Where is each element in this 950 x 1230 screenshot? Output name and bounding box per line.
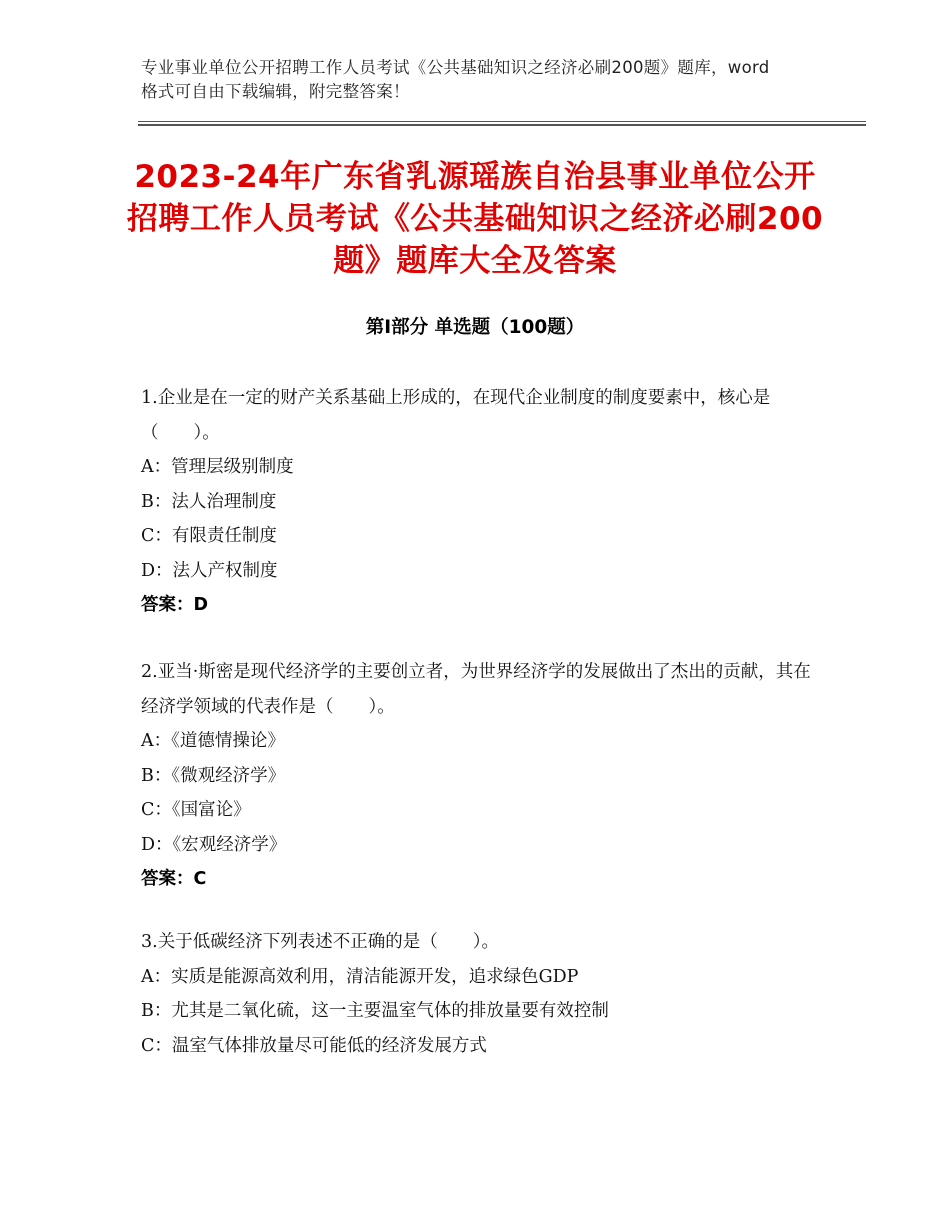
document-title: 2023-24年广东省乳源瑶族自治县事业单位公开招聘工作人员考试《公共基础知识之经济必刷200题》题库大全及答案 xyxy=(126,159,824,279)
option-b: B：尤其是二氧化硫，这一主要温室气体的排放量要有效控制 xyxy=(141,1001,609,1021)
question-3 xyxy=(141,925,811,1063)
option-d: D：《宏观经济学》 xyxy=(141,834,287,855)
option-d: D：法人产权制度 xyxy=(141,560,278,581)
option-c: C：温室气体排放量尽可能低的经济发展方式 xyxy=(141,1035,487,1056)
option-a: A：实质是能源高效利用，清洁能源开发，追求绿色GDP xyxy=(141,966,579,987)
option-c: C：有限责任制度 xyxy=(141,526,277,546)
option-b: B：《微观经济学》 xyxy=(141,765,286,786)
header-note: 专业事业单位公开招聘工作人员考试《公共基础知识之经济必刷200题》题库，word格式可自由下载编辑，附完整答案！ xyxy=(141,58,770,101)
option-b: B：法人治理制度 xyxy=(141,491,277,512)
option-a: A：管理层级别制度 xyxy=(141,457,294,477)
question-stem: 1.企业是在一定的财产关系基础上形成的，在现代企业制度的制度要素中，核心是（ ）。 xyxy=(141,388,771,443)
header-divider-thick xyxy=(138,124,866,126)
option-a: A：《道德情操论》 xyxy=(141,731,285,751)
header-divider-thin xyxy=(138,121,866,122)
question-stem: 2.亚当·斯密是现代经济学的主要创立者，为世界经济学的发展做出了杰出的贡献，其在经济学领域的代表作是（ ）。 xyxy=(141,662,811,717)
section-title: 第Ⅰ部分 单选题（100题） xyxy=(365,317,585,338)
question-2 xyxy=(141,655,811,897)
answer: 答案：C xyxy=(141,869,207,889)
answer: 答案：D xyxy=(141,595,209,615)
option-c: C：《国富论》 xyxy=(141,800,251,820)
question-1 xyxy=(141,381,811,623)
question-stem: 3.关于低碳经济下列表述不正确的是（ ）。 xyxy=(141,932,499,952)
